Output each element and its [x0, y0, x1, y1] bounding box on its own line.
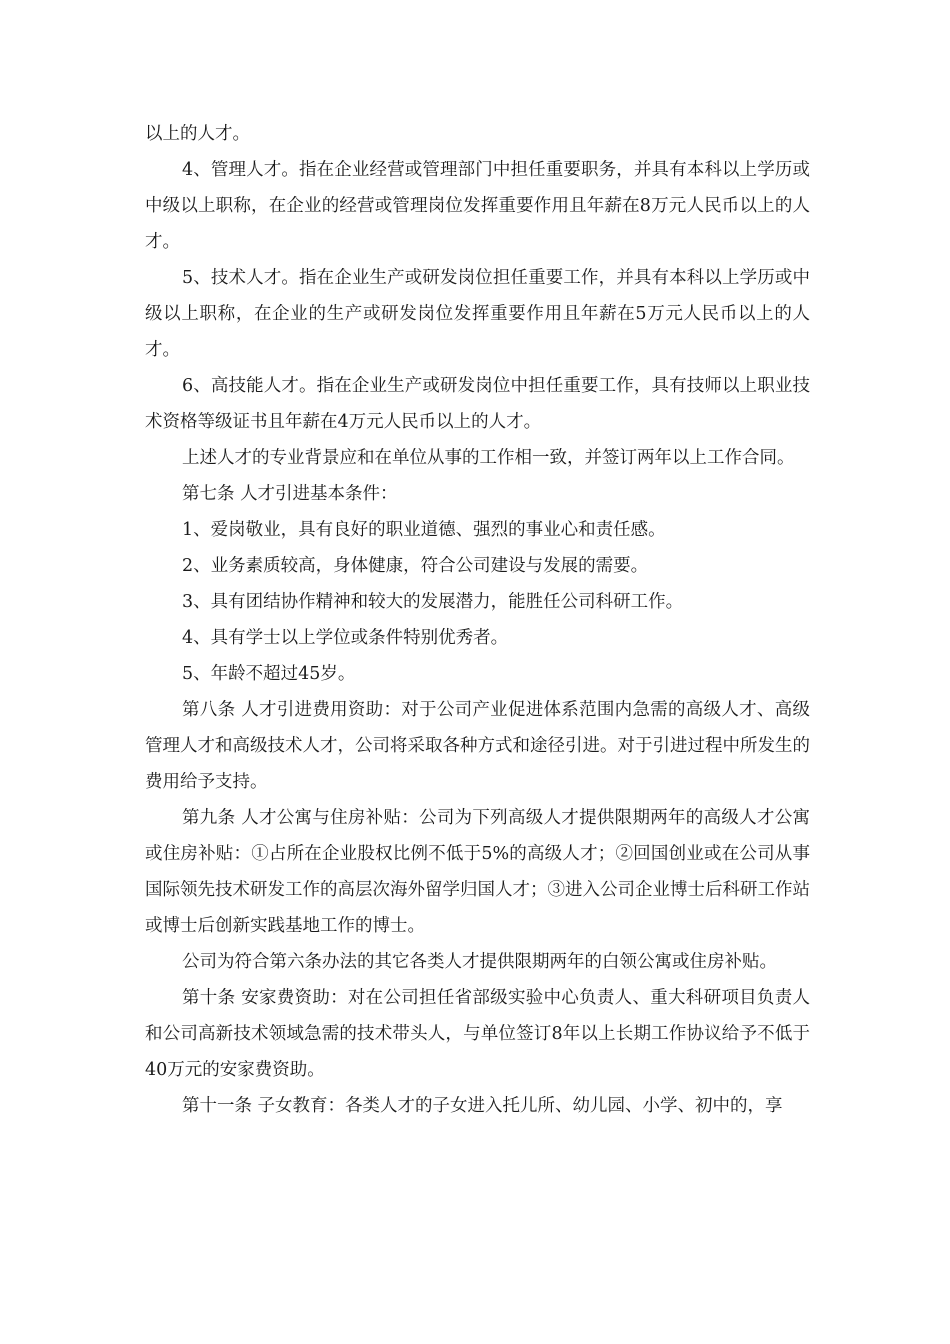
- article-11: 第十一条 子女教育：各类人才的子女进入托儿所、幼儿园、小学、初中的，享: [182, 1096, 783, 1116]
- document-body: [145, 116, 810, 1124]
- article-7-item-2: 2、业务素质较高，身体健康，符合公司建设与发展的需要。: [182, 556, 649, 576]
- article-9: 第九条 人才公寓与住房补贴：公司为下列高级人才提供限期两年的高级人才公寓或住房补贴：①占所在企业股权比例不低于5%的高级人才；②回国创业或在公司从事国际领先技术研发工作的高层次海外留学归国人才；③进入公司企业博士后科研工作站或博士后创新实践基地工作的博士。: [145, 808, 810, 936]
- paragraph-contract-note: 上述人才的专业背景应和在单位从事的工作相一致，并签订两年以上工作合同。: [182, 448, 795, 468]
- article-9-supplement: 公司为符合第六条办法的其它各类人才提供限期两年的白领公寓或住房补贴。: [182, 952, 777, 972]
- paragraph-technical-talent: 5、技术人才。指在企业生产或研发岗位担任重要工作，并具有本科以上学历或中级以上职称，在企业的生产或研发岗位发挥重要作用且年薪在5万元人民币以上的人才。: [145, 268, 810, 360]
- article-8: 第八条 人才引进费用资助：对于公司产业促进体系范围内急需的高级人才、高级管理人才和高级技术人才，公司将采取各种方式和途径引进。对于引进过程中所发生的费用给予支持。: [145, 700, 810, 792]
- paragraph-management-talent: 4、管理人才。指在企业经营或管理部门中担任重要职务，并具有本科以上学历或中级以上职称，在企业的经营或管理岗位发挥重要作用且年薪在8万元人民币以上的人才。: [145, 160, 810, 252]
- article-7-item-1: 1、爱岗敬业，具有良好的职业道德、强烈的事业心和责任感。: [182, 520, 666, 540]
- article-7-item-4: 4、具有学士以上学位或条件特别优秀者。: [182, 628, 509, 648]
- article-7-item-3: 3、具有团结协作精神和较大的发展潜力，能胜任公司科研工作。: [182, 592, 684, 612]
- article-7-item-5: 5、年龄不超过45岁。: [182, 664, 356, 684]
- article-10: 第十条 安家费资助：对在公司担任省部级实验中心负责人、重大科研项目负责人和公司高新技术领域急需的技术带头人，与单位签订8年以上长期工作协议给予不低于40万元的安家费资助。: [145, 988, 810, 1080]
- article-7-heading: 第七条 人才引进基本条件：: [182, 484, 398, 504]
- paragraph-high-skill-talent: 6、高技能人才。指在企业生产或研发岗位中担任重要工作，具有技师以上职业技术资格等级证书且年薪在4万元人民币以上的人才。: [145, 376, 810, 432]
- paragraph-continuation: 以上的人才。: [145, 124, 250, 144]
